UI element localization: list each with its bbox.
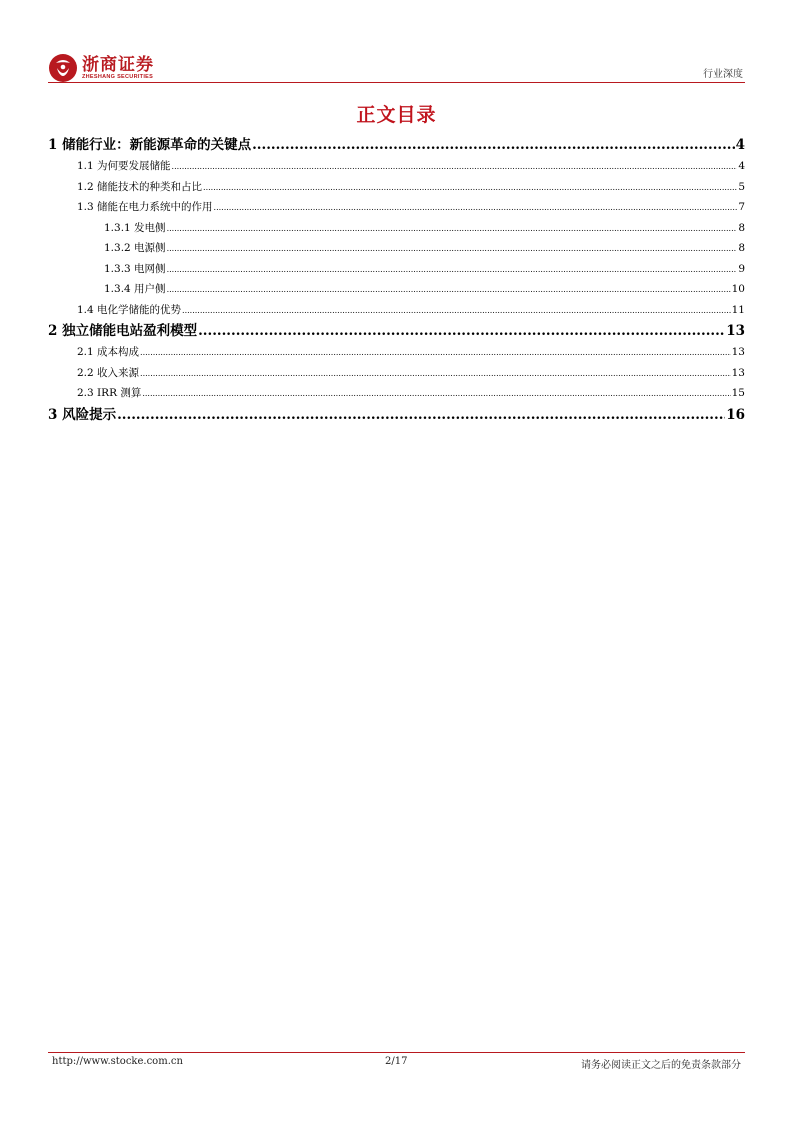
toc-entry-label: 1.3.3 电网侧 [104, 262, 166, 275]
toc-entry-page: 4 [735, 137, 745, 153]
toc-entry[interactable] [48, 383, 745, 404]
toc-entry[interactable] [48, 259, 745, 280]
toc-entry[interactable] [48, 197, 745, 218]
logo-mark-icon [48, 53, 78, 83]
toc-entry[interactable] [48, 177, 745, 198]
toc-entry[interactable] [48, 134, 745, 156]
toc-entry-label: 3 风险提示 [48, 406, 117, 423]
toc-entry[interactable] [48, 279, 745, 300]
toc-entry-label: 2.3 IRR 测算 [77, 387, 142, 399]
toc-entry-page: 13 [731, 346, 745, 358]
toc-entry-label: 1.2 储能技术的种类和占比 [77, 180, 203, 193]
footer-divider [48, 1052, 745, 1053]
toc-dot-leader [167, 219, 738, 239]
company-logo [48, 52, 154, 84]
toc-entry-page: 11 [731, 303, 745, 316]
toc-dot-leader [167, 280, 731, 300]
toc-entry[interactable] [48, 156, 745, 177]
logo-english-name: ZHESHANG SECURITIES [82, 73, 154, 80]
toc-dot-leader [198, 320, 725, 342]
header-divider [48, 82, 745, 83]
toc-entry-page: 10 [731, 283, 745, 295]
toc-entry-label: 2.1 成本构成 [77, 346, 140, 358]
toc-entry[interactable] [48, 238, 745, 259]
toc-entry-page: 13 [726, 323, 745, 339]
toc-entry[interactable] [48, 300, 745, 321]
table-of-contents [48, 134, 745, 426]
toc-dot-leader [140, 364, 731, 384]
toc-entry-page: 7 [738, 201, 745, 213]
toc-entry-page: 15 [731, 387, 745, 399]
footer-disclaimer: 请务必阅读正文之后的免责条款部分 [581, 1060, 741, 1071]
toc-entry-page: 8 [738, 242, 745, 254]
toc-entry-page: 13 [731, 366, 745, 379]
toc-entry-page: 16 [726, 406, 745, 423]
page-header [48, 48, 745, 84]
toc-entry-page: 5 [738, 180, 745, 193]
toc-entry[interactable] [48, 320, 745, 342]
report-type-label: 行业深度 [703, 69, 743, 80]
toc-entry-label: 1.3 储能在电力系统中的作用 [77, 201, 213, 213]
logo-chinese-name: 浙商证券 [82, 54, 154, 75]
toc-entry-label: 1.3.2 电源侧 [104, 242, 166, 254]
toc-entry-label: 2.2 收入来源 [77, 366, 140, 379]
toc-dot-leader [117, 404, 725, 426]
toc-dot-leader [172, 157, 738, 177]
toc-entry-label: 1.3.4 用户侧 [104, 283, 166, 295]
toc-dot-leader [182, 301, 731, 321]
footer-page-number: 2/17 [385, 1056, 408, 1067]
footer-url-link[interactable]: http://www.stocke.com.cn [52, 1056, 183, 1067]
toc-entry-page: 9 [738, 262, 745, 275]
toc-entry-label: 1 储能行业：新能源革命的关键点 [48, 137, 252, 153]
toc-entry[interactable] [48, 218, 745, 239]
toc-dot-leader [203, 178, 737, 198]
toc-entry-label: 1.4 电化学储能的优势 [77, 303, 182, 316]
toc-entry-label: 1.1 为何要发展储能 [77, 160, 171, 172]
toc-entry-page: 8 [738, 221, 745, 234]
toc-title: 正文目录 [356, 104, 437, 126]
toc-entry[interactable] [48, 342, 745, 363]
toc-entry-label: 2 独立储能电站盈利模型 [48, 323, 198, 339]
toc-dot-leader [214, 198, 738, 218]
toc-dot-leader [167, 239, 738, 259]
toc-entry[interactable] [48, 363, 745, 384]
toc-dot-leader [252, 134, 735, 156]
toc-entry-page: 4 [738, 160, 745, 172]
toc-dot-leader [142, 384, 730, 404]
toc-entry[interactable] [48, 404, 745, 426]
toc-entry-label: 1.3.1 发电侧 [104, 221, 166, 234]
toc-dot-leader [140, 343, 731, 363]
toc-dot-leader [167, 260, 738, 280]
